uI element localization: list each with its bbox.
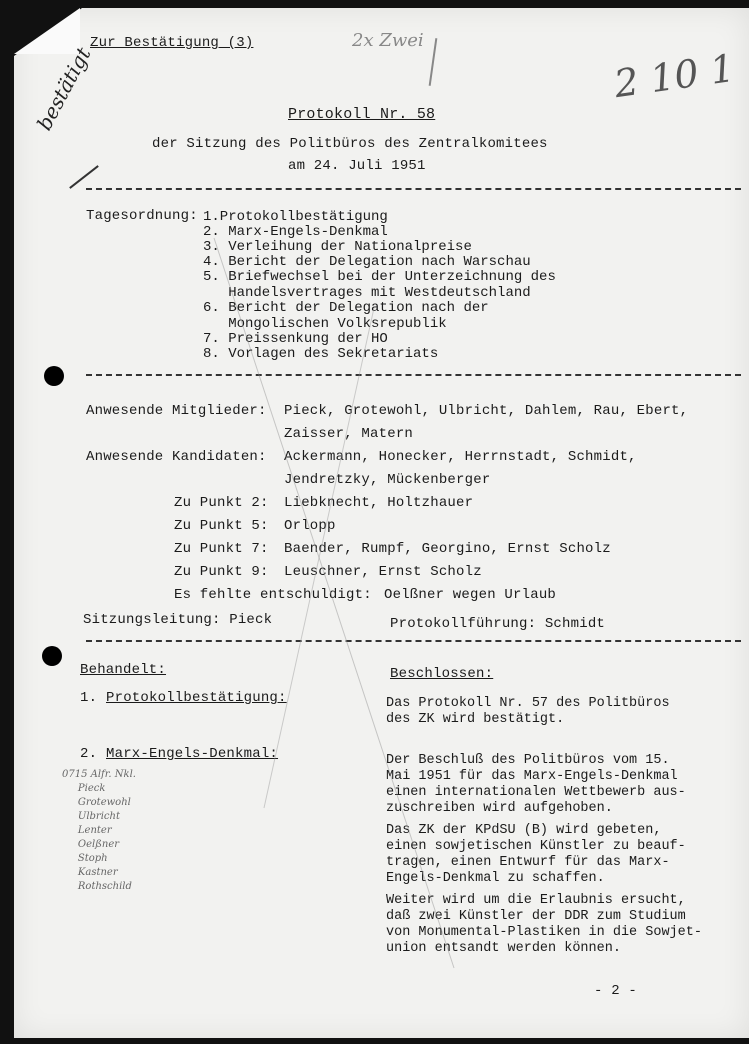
- topic1-decision: Das Protokoll Nr. 57 des Politbüros des ZK wird bestätigt.: [386, 696, 670, 727]
- topic2-number: 2.: [80, 746, 98, 762]
- topic2-decision-2: Das ZK der KPdSU (B) wird gebeten, einen sowjetischen Künstler zu beauf- tragen, einen Entwurf für das Marx- Engels-Denkmal zu schaffen.: [386, 823, 686, 886]
- topic2-decision-1: Der Beschluß des Politbüros vom 15. Mai 1951 für das Marx-Engels-Denkmal einen internationalen Wettbewerb aus- zuschreiben wird aufgehoben.: [386, 753, 686, 816]
- agenda-item: 7. Preissenkung der HO: [203, 331, 388, 347]
- pencil-cross-marks: [14, 8, 749, 1038]
- members-list: Pieck, Grotewohl, Ulbricht, Dahlem, Rau, Ebert,: [284, 403, 689, 419]
- candidates-label: Anwesende Kandidaten:: [86, 449, 267, 465]
- point5-label: Zu Punkt 5:: [174, 518, 269, 534]
- agenda-item: 2. Marx-Engels-Denkmal: [203, 224, 388, 240]
- absent-person: Oelßner wegen Urlaub: [384, 587, 557, 603]
- agenda-item: 6. Bericht der Delegation nach der Mongolischen Volksrepublik: [203, 300, 489, 332]
- point2-label: Zu Punkt 2:: [174, 495, 269, 511]
- session-chair: Sitzungsleitung: Pieck: [83, 612, 273, 628]
- protocol-subtitle: der Sitzung des Politbüros des Zentralkomitees: [152, 136, 548, 152]
- candidates-list: Ackermann, Honecker, Herrnstadt, Schmidt,: [284, 449, 637, 465]
- page-number: - 2 -: [594, 983, 638, 999]
- confirmation-note: Zur Bestätigung (3): [90, 35, 254, 51]
- absent-label: Es fehlte entschuldigt:: [174, 587, 372, 603]
- point9-guests: Leuschner, Ernst Scholz: [284, 564, 482, 580]
- agenda-item: 5. Briefwechsel bei der Unterzeichnung des Handelsvertrages mit Westdeutschland: [203, 269, 556, 301]
- topic2-title: Marx-Engels-Denkmal:: [106, 746, 279, 762]
- members-list: Zaisser, Matern: [284, 426, 414, 442]
- topic1-title: Protokollbestätigung:: [106, 690, 287, 706]
- handwritten-number: 2 10 1: [611, 45, 738, 107]
- point7-label: Zu Punkt 7:: [174, 541, 269, 557]
- decided-heading: Beschlossen:: [390, 666, 494, 682]
- protocol-date: am 24. Juli 1951: [288, 158, 426, 174]
- topic2-decision-3: Weiter wird um die Erlaubnis ersucht, daß zwei Künstler der DDR zum Studium von Monumental-Plastiken in die Sowjet- union entsandt werden können.: [386, 893, 702, 956]
- topic1-number: 1.: [80, 690, 98, 706]
- agenda-label: Tagesordnung:: [86, 208, 198, 224]
- point5-guests: Orlopp: [284, 518, 336, 534]
- agenda-item: 4. Bericht der Delegation nach Warschau: [203, 254, 531, 270]
- point7-guests: Baender, Rumpf, Georgino, Ernst Scholz: [284, 541, 611, 557]
- agenda-item: 8. Vorlagen des Sekretariats: [203, 346, 439, 362]
- point2-guests: Liebknecht, Holtzhauer: [284, 495, 474, 511]
- handwritten-confirmed: bestätigt: [32, 43, 96, 135]
- handwritten-top-note: 2x Zwei: [352, 30, 424, 51]
- candidates-list: Jendretzky, Mückenberger: [284, 472, 491, 488]
- protocol-title: Protokoll Nr. 58: [288, 106, 436, 123]
- handled-heading: Behandelt:: [80, 662, 167, 678]
- agenda-item: 1.Protokollbestätigung: [203, 209, 388, 225]
- document-page: [14, 8, 749, 1038]
- protocol-keeper: Protokollführung: Schmidt: [390, 616, 606, 632]
- point9-label: Zu Punkt 9:: [174, 564, 269, 580]
- handwritten-signoff-list: 0715 Alfr. Nkl. Pieck Grotewohl Ulbricht Lenter Oelßner Stoph Kastner Rothschild: [62, 769, 136, 892]
- agenda-item: 3. Verleihung der Nationalpreise: [203, 239, 472, 255]
- members-label: Anwesende Mitglieder:: [86, 403, 267, 419]
